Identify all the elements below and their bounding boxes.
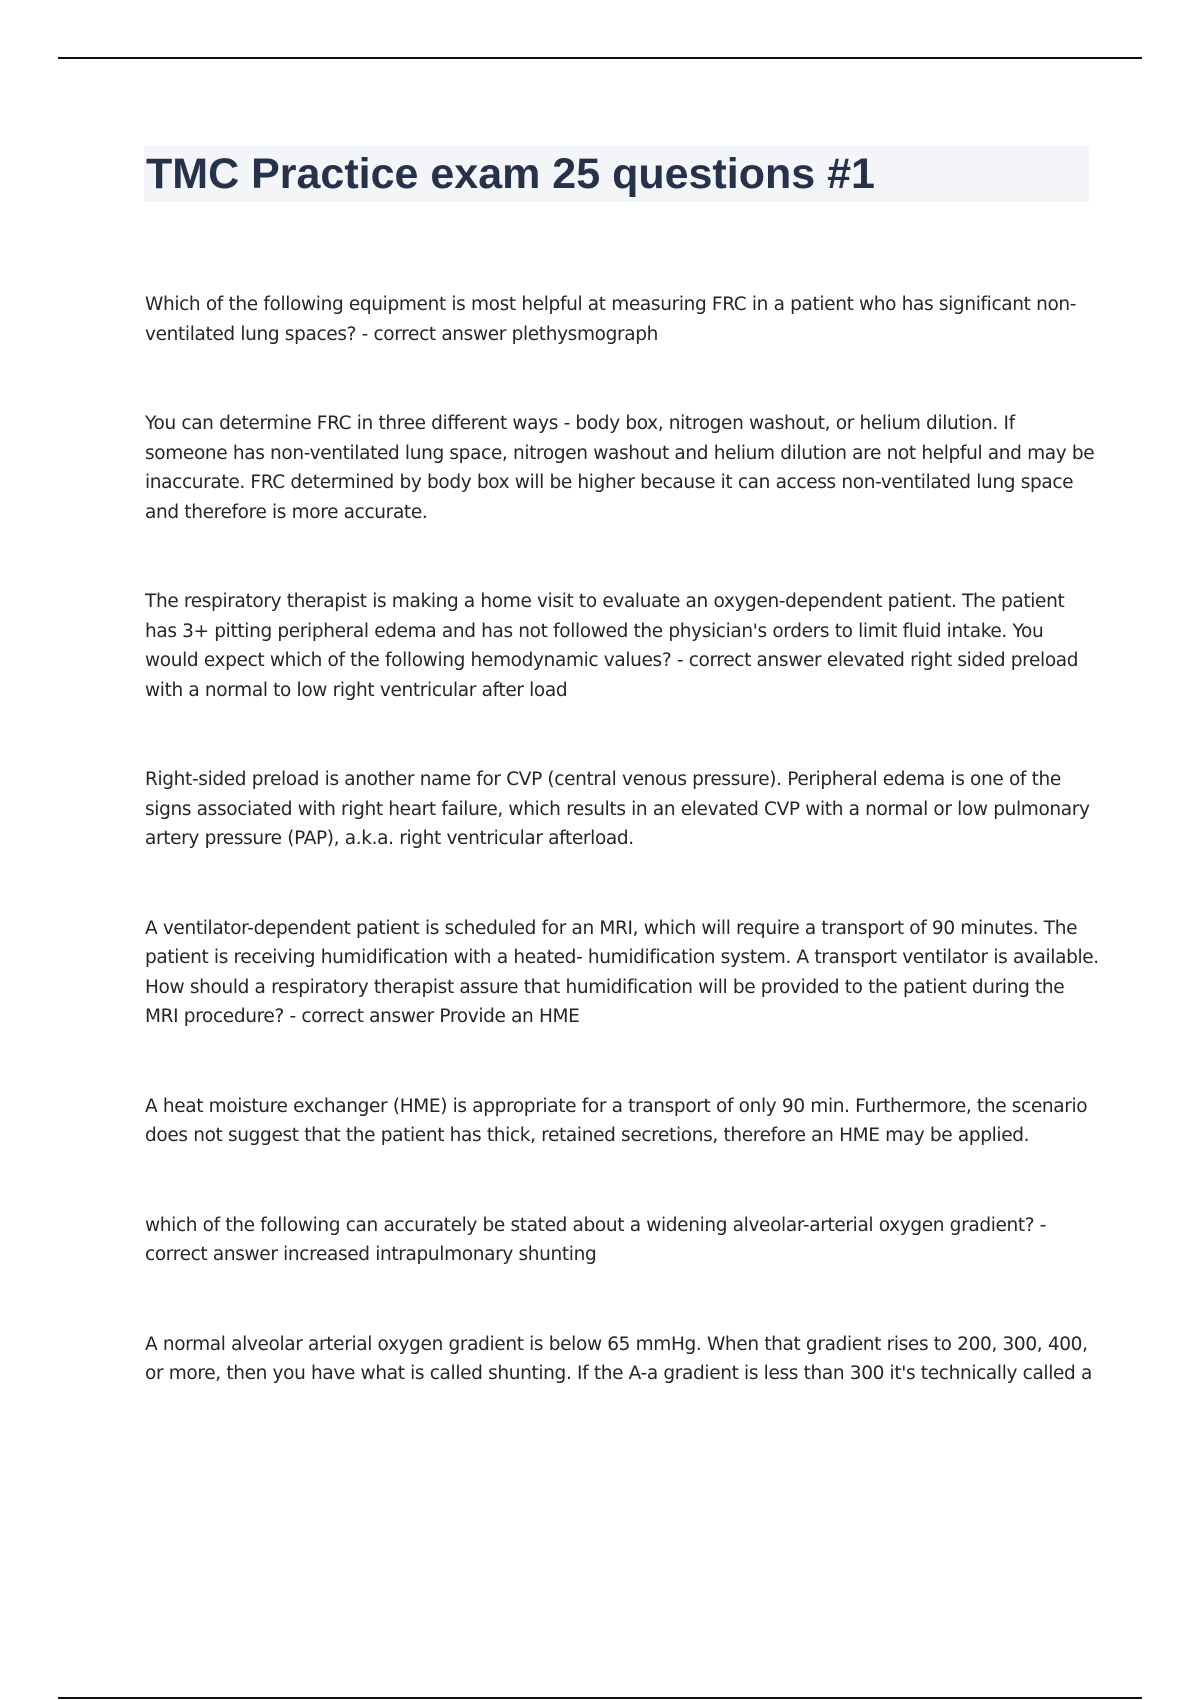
document-body [145, 290, 1100, 1449]
question-paragraph: The respiratory therapist is making a home visit to evaluate an oxygen-dependent patient. The patient has 3+ pitting peripheral edema and has not followed the physician's orders to limit fluid intake. You would expect which of the following hemodynamic values? - correct answer elevated right sided preload with a normal to low right ventricular after load [145, 591, 1079, 701]
document-title: TMC Practice exam 25 questions #1 [146, 150, 875, 198]
title-band [144, 146, 1089, 202]
explanation-paragraph: You can determine FRC in three different ways - body box, nitrogen washout, or helium dilution. If someone has non-ventilated lung space, nitrogen washout and helium dilution are not helpful and may be inaccurate. FRC determined by body box will be higher because it can access non-ventilated lung space and therefore is more accurate. [145, 413, 1095, 523]
question-paragraph: Which of the following equipment is most helpful at measuring FRC in a patient who has significant non-ventilated lung spaces? - correct answer plethysmograph [145, 294, 1077, 345]
explanation-paragraph: Right-sided preload is another name for CVP (central venous pressure). Peripheral edema is one of the signs associated with right heart failure, which results in an elevated CVP with a normal or low pulmonary artery pressure (PAP), a.k.a. right ventricular afterload. [145, 769, 1090, 849]
top-rule [58, 57, 1142, 59]
question-paragraph: which of the following can accurately be stated about a widening alveolar-arterial oxygen gradient? - correct answer increased intrapulmonary shunting [145, 1214, 1047, 1265]
question-paragraph: A ventilator-dependent patient is scheduled for an MRI, which will require a transport of 90 minutes. The patient is receiving humidification with a heated- humidification system. A transport ventilator is available. How should a respiratory therapist assure that humidification will be provided to the patient during the MRI procedure? - correct answer Provide an HME [145, 917, 1099, 1027]
bottom-rule [58, 1697, 1142, 1699]
explanation-paragraph: A heat moisture exchanger (HME) is appropriate for a transport of only 90 min. Furthermore, the scenario does not suggest that the patient has thick, retained secretions, therefore an HME may be applied. [145, 1095, 1088, 1146]
explanation-paragraph: A normal alveolar arterial oxygen gradient is below 65 mmHg. When that gradient rises to 200, 300, 400, or more, then you have what is called shunting. If the A-a gradient is less than 300 it's technically called a [145, 1333, 1092, 1384]
